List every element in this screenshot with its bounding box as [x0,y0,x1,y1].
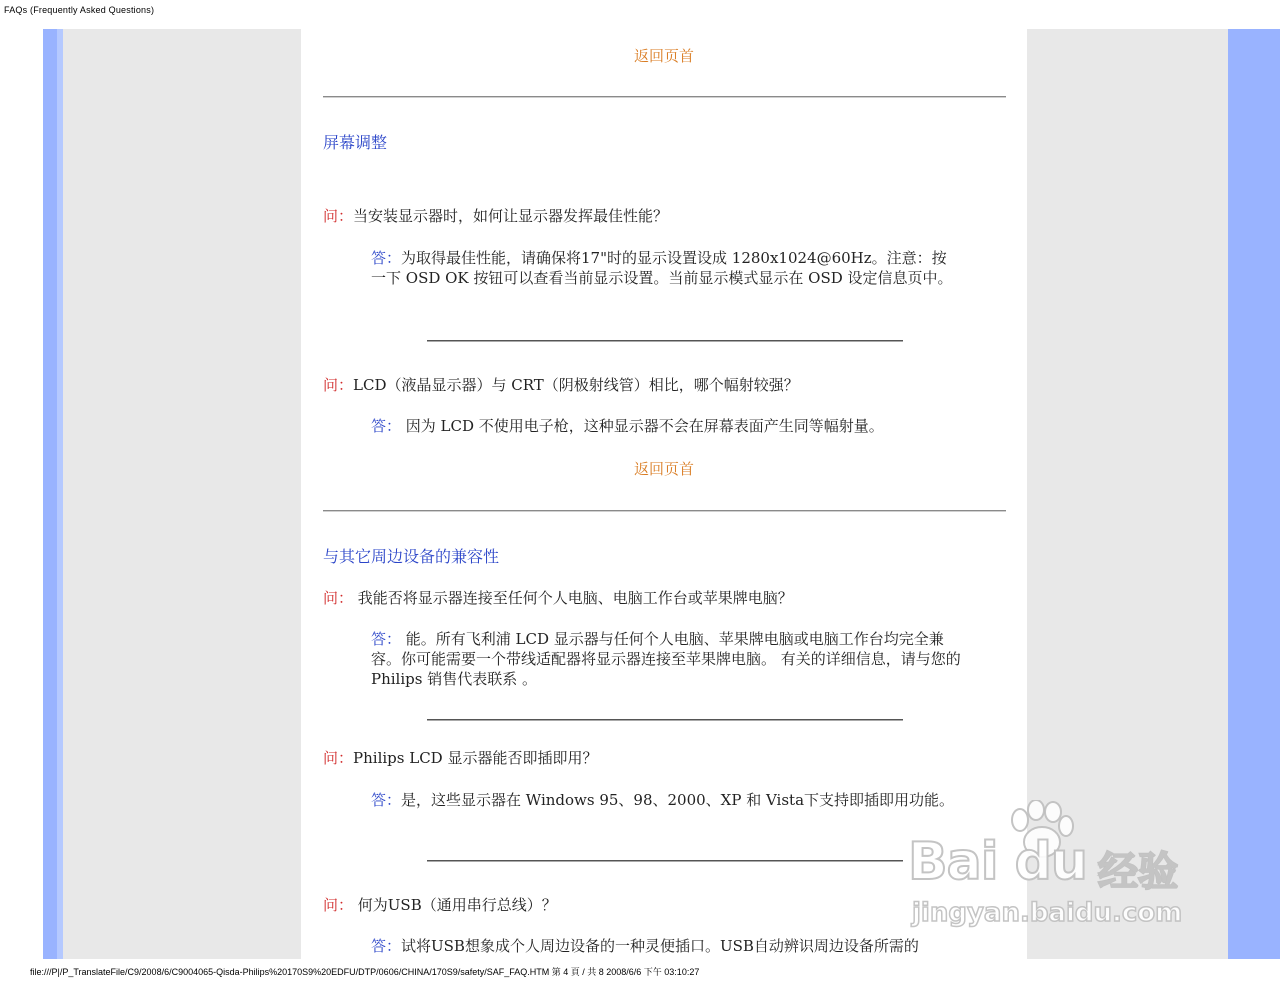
question-text: LCD（液晶显示器）与 CRT（阴极射线管）相比，哪个幅射较强？ [353,376,799,394]
divider [427,340,903,342]
question-text: 我能否将显示器连接至任何个人电脑、电脑工作台或苹果牌电脑？ [353,589,793,607]
print-header: FAQs (Frequently Asked Questions) [4,5,155,15]
answer-label: 答： [371,937,402,955]
print-footer: file:///P|/P_TranslateFile/C9/2008/6/C9004065-Qisda-Philips%20170S9%20EDFU/DTP/0606/CHINA/170S9/safety/SAF_FAQ.HTM 第 4 頁 / 共 8 2008/6/6 下午 03:10:27 [30,967,700,977]
divider [323,96,1006,98]
baidu-jingyan-watermark [898,800,1228,950]
back-to-top-link[interactable]: 返回页首 [633,47,694,65]
answer-label: 答： [371,417,402,435]
question [323,747,597,768]
divider [427,860,903,862]
question [323,587,793,608]
answer-text: 能。所有飞利浦 LCD 显示器与任何个人电脑、苹果牌电脑或电脑工作台均完全兼容。你可能需要一个带线适配器将显示器连接至苹果牌电脑。 有关的详细信息，请与您的 Philips 销售代表联系 。 [371,630,961,688]
right-blue-border [1228,29,1280,959]
left-grey-margin [63,29,301,959]
question-label: 问： [323,896,354,914]
answer-label: 答： [371,249,402,267]
answer-text: 试将USB想象成个人周边设备的一种灵便插口。USB自动辨识周边设备所需的 [401,937,919,955]
question-text: 当安装显示器时，如何让显示器发挥最佳性能？ [353,207,669,225]
question-label: 问： [323,376,354,394]
question-text: Philips LCD 显示器能否即插即用？ [353,749,598,767]
answer-text: 是，这些显示器在 Windows 95、98、2000、XP 和 Vista下支持即插即用功能。 [401,791,955,809]
divider [427,719,903,721]
answer-label: 答： [371,791,402,809]
question [323,894,557,915]
back-to-top-link[interactable]: 返回页首 [633,460,694,478]
question [323,374,799,395]
answer [371,790,961,810]
question-label: 问： [323,589,354,607]
answer [371,629,961,689]
question-label: 问： [323,207,354,225]
section-title-compatibility: 与其它周边设备的兼容性 [323,547,500,566]
section-title-screen-adjustment: 屏幕调整 [323,133,388,152]
question [323,205,668,226]
answer [371,416,961,436]
watermark-brand: Bai du [908,832,1087,892]
answer [371,936,961,956]
question-label: 问： [323,749,354,767]
question-text: 何为USB（通用串行总线）？ [353,896,557,914]
divider [323,510,1006,512]
watermark-url: jingyan.baidu.com [912,898,1183,928]
answer-text: 因为 LCD 不使用电子枪，这种显示器不会在屏幕表面产生同等幅射量。 [401,417,884,435]
answer-label: 答： [371,630,402,648]
answer [371,248,961,288]
answer-text: 为取得最佳性能，请确保将17"时的显示设置设成 1280x1024@60Hz。注意：按一下 OSD OK 按钮可以查看当前显示设置。当前显示模式显示在 OSD 设定信息页中。 [371,249,953,287]
watermark-sub: 经验 [1098,849,1178,895]
